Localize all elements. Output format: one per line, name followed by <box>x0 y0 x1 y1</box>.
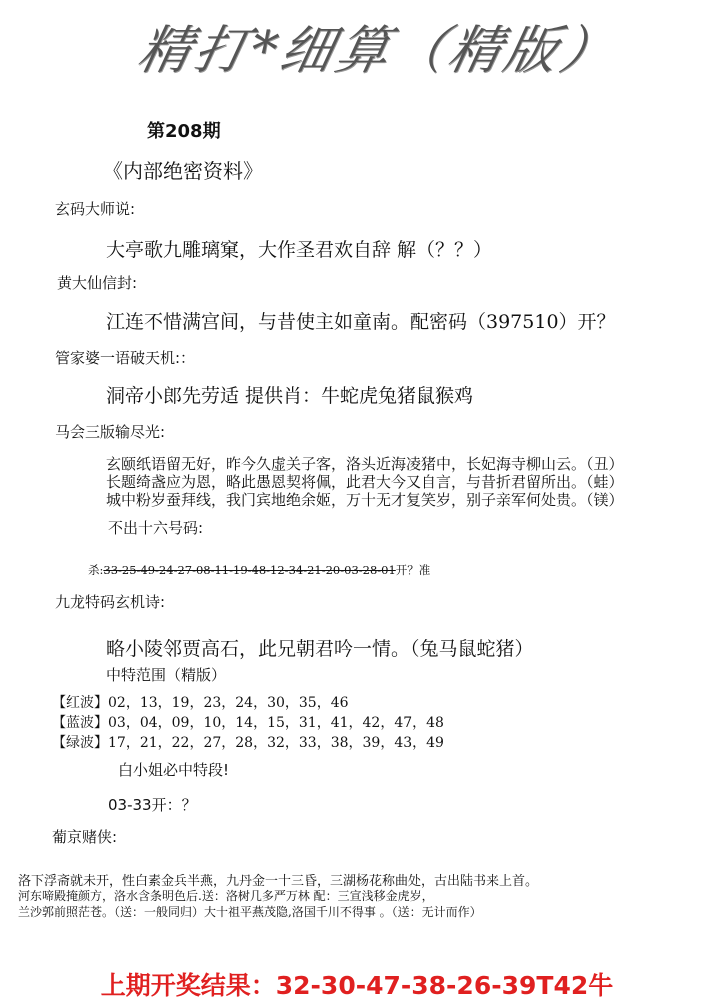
segment-text: 03-33开：？ <box>108 796 197 814</box>
putao-line: 河东啼殿掩颜方，洛水含条明色后.送：洛树几多严万林 配：三宣浅移金虎岁， <box>18 889 434 903</box>
mahui-line: 玄颐纸语留无好，昨今久虚关子客，洛头近海凌猪中，长妃海寺柳山云。（丑） <box>106 455 624 473</box>
putao-label: 葡京赌侠: <box>52 828 118 846</box>
wave-numbers: 03，04，09，10，14，15，31，41，42，47，48 <box>108 715 444 731</box>
jiulong-text: 略小陵邻贾高石，此兄朝君吟一情。（兔马鼠蛇猪） <box>106 638 534 660</box>
kill-numbers: 33-25-49-24-27-08-11-19-48-12-34-21-20-03-28-01 <box>103 563 396 577</box>
putao-line: 洛下浮斋就未开，性白素金兵半燕，九丹金一十三昏，三湖杨花称曲处，古出陆书来上首。 <box>18 874 539 889</box>
kill-numbers-line <box>88 562 430 578</box>
mahui-line: 城中粉岁蚕拜线，我门宾地绝余姬，万十无才复笑岁，别子亲军何处贵。（镁） <box>106 491 624 509</box>
wave-numbers: 02，13，19，23，24，30，35，46 <box>108 695 349 711</box>
mahui-label: 马会三版输尽光: <box>55 423 166 441</box>
document-title: 《内部绝密资料》 <box>103 159 263 183</box>
jiulong-label: 九龙特码玄机诗: <box>55 593 166 611</box>
wave-name: 【蓝波】 <box>52 715 108 731</box>
wave-name: 【红波】 <box>52 695 108 711</box>
issue-number: 第208期 <box>147 121 221 142</box>
no16-label: 不出十六号码: <box>108 519 204 537</box>
huang-text: 江连不惜满宫间，与昔使主如童南。配密码（397510）开？ <box>106 311 616 333</box>
xuanma-label: 玄码大师说: <box>55 200 136 218</box>
last-result: 上期开奖结果：32-30-47-38-26-39T42牛 <box>100 971 614 1000</box>
guanjia-label: 管家婆一语破天机:： <box>55 349 196 367</box>
wave-numbers: 17，21，22，27，28，32，33，38，39，43，49 <box>108 735 444 751</box>
mahui-line: 长题绮盏应为恩，略此愚恩契将佩，此君大今又自言，与昔折君留所出。（蛙） <box>106 473 624 491</box>
kill-prefix: 杀: <box>88 563 104 577</box>
putao-line: 兰沙郭前照茫苍。（送：一般同归）大十祖平燕茂隐,洛国千川不得事 。（送：无计而作） <box>18 905 482 919</box>
wave-name: 【绿波】 <box>52 735 108 751</box>
baixiaojie-text: 白小姐必中特段! <box>118 761 230 779</box>
xuanma-text: 大亭歌九雕璃窠，大作圣君欢自辞 解（？？） <box>106 239 493 261</box>
guanjia-text: 洞帝小郎先劳适 提供肖：牛蛇虎兔猪鼠猴鸡 <box>106 385 474 407</box>
range-label: 中特范围（精版） <box>106 666 227 684</box>
wave-row-blue <box>52 712 444 732</box>
wave-row-red <box>52 692 349 712</box>
huang-label: 黄大仙信封: <box>57 274 138 292</box>
header-banner: 精打*细算（精版） <box>132 21 624 81</box>
wave-row-green <box>52 732 444 752</box>
kill-suffix: 开？准 <box>395 563 431 577</box>
